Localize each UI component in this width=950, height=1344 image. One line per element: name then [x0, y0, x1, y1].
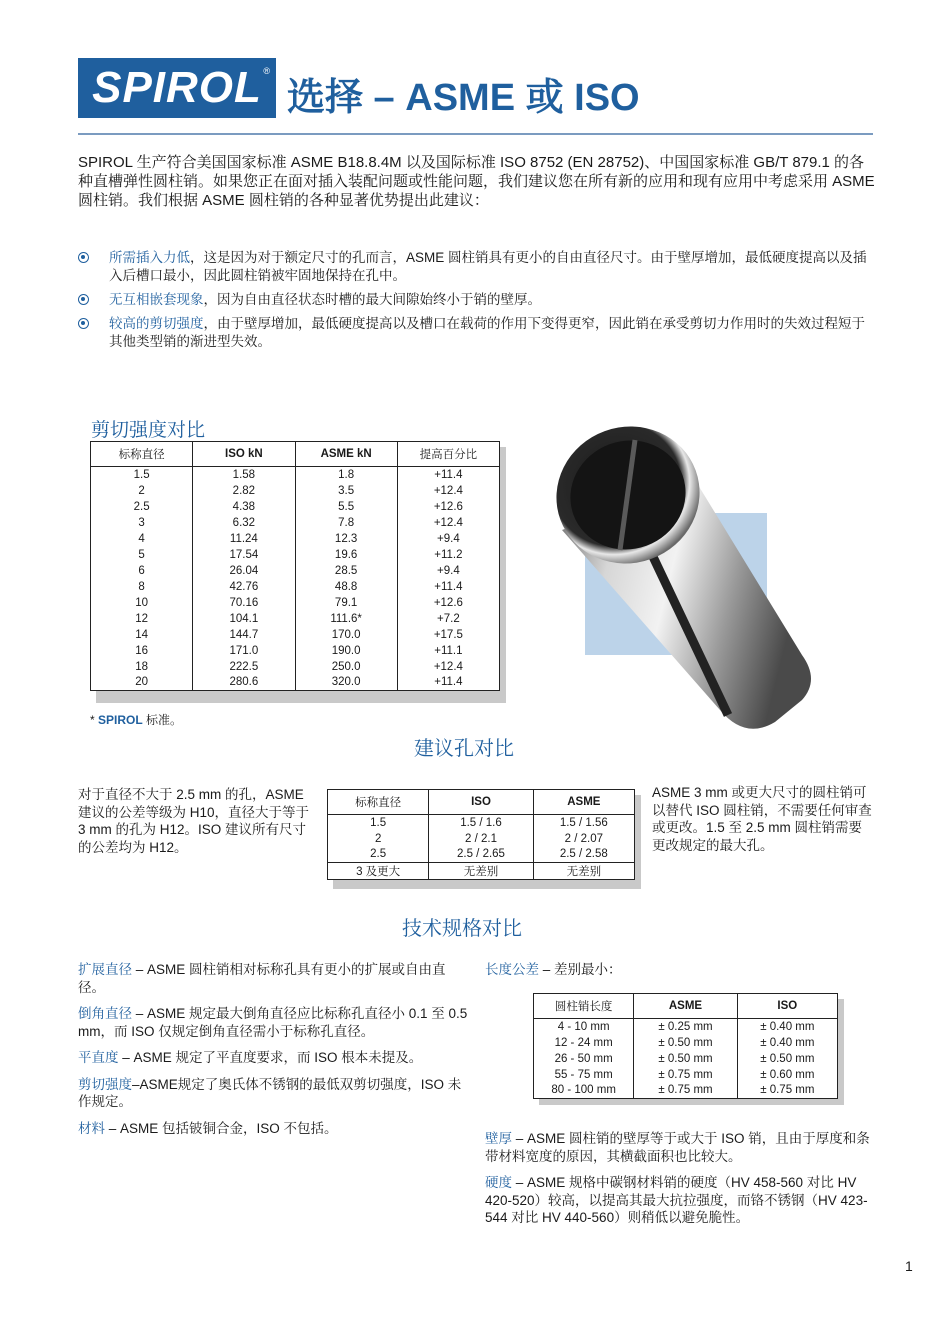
- table-cell: 1.5: [328, 815, 429, 831]
- spec-text: – ASME 规定了平直度要求，而 ISO 根本未提及。: [118, 1050, 423, 1065]
- table-cell: 28.5: [295, 563, 397, 579]
- table-cell: 1.58: [193, 467, 295, 483]
- table-row: [534, 1067, 838, 1083]
- table-cell: 3: [91, 515, 193, 531]
- table-cell: ± 0.50 mm: [634, 1035, 737, 1051]
- shear-table-body: [91, 467, 500, 691]
- table-row: [91, 643, 500, 659]
- table-cell: 170.0: [295, 627, 397, 643]
- table-cell: 12: [91, 611, 193, 627]
- spec-item: [485, 1174, 875, 1227]
- table-cell: +11.1: [397, 643, 499, 659]
- holes-right-text: ASME 3 mm 或更大尺寸的圆柱销可以替代 ISO 圆柱销，不需要任何审查或更改。1.5 至 2.5 mm 圆柱销需要更改规定的最大孔。: [652, 785, 872, 853]
- table-row: [534, 1083, 838, 1099]
- holes-table-body: [328, 815, 635, 880]
- table-cell: 8: [91, 579, 193, 595]
- table-cell: 5.5: [295, 499, 397, 515]
- table-cell: ± 0.75 mm: [634, 1083, 737, 1099]
- table-cell: +12.4: [397, 659, 499, 675]
- table-row: [91, 563, 500, 579]
- table-cell: ± 0.75 mm: [737, 1083, 837, 1099]
- spec-term: 扩展直径: [78, 962, 132, 977]
- table-cell: ± 0.50 mm: [737, 1051, 837, 1067]
- header-rule: [78, 133, 873, 135]
- spec-item: [78, 1049, 470, 1067]
- spec-text: – ASME 规定最大倒角直径应比标称孔直径小 0.1 至 0.5 mm，而 ISO 仅规定倒角直径需小于标称孔直径。: [78, 1006, 468, 1039]
- table-cell: ± 0.25 mm: [634, 1019, 737, 1035]
- column-header: 标称直径: [328, 790, 429, 815]
- table-row: [328, 847, 635, 863]
- column-header: ASME: [533, 790, 634, 815]
- spec-item: [485, 1130, 875, 1165]
- table-cell: +12.6: [397, 595, 499, 611]
- table-row: [91, 483, 500, 499]
- table-cell: 80 - 100 mm: [534, 1083, 634, 1099]
- table-cell: +12.4: [397, 515, 499, 531]
- spec-term: 硬度: [485, 1175, 512, 1190]
- table-cell: 2 / 2.1: [429, 831, 533, 847]
- holes-left-text: 对于直径不大于 2.5 mm 的孔，ASME 建议的公差等级为 H10，直径大于等于 3 mm 的孔为 H12。ISO 建议所有尺寸的公差均为 H12。: [78, 787, 310, 855]
- spec-term: 长度公差: [485, 962, 539, 977]
- column-header: 提高百分比: [397, 442, 499, 467]
- table-cell: 1.8: [295, 467, 397, 483]
- table-cell: 320.0: [295, 675, 397, 691]
- spec-term: 倒角直径: [78, 1006, 132, 1021]
- length-table-body: [534, 1019, 838, 1099]
- table-cell: 144.7: [193, 627, 295, 643]
- spec-term: 壁厚: [485, 1131, 512, 1146]
- column-header: ASME kN: [295, 442, 397, 467]
- table-cell: +12.6: [397, 499, 499, 515]
- spec-term: 材料: [78, 1120, 105, 1136]
- table-cell: 190.0: [295, 643, 397, 659]
- table-cell: 3.5: [295, 483, 397, 499]
- column-header: 圆柱销长度: [534, 994, 634, 1019]
- shear-strength-table: [90, 441, 500, 691]
- registered-mark: ®: [263, 66, 270, 76]
- table-cell: +11.4: [397, 675, 499, 691]
- spec-item: [78, 1005, 470, 1040]
- table-row: [91, 515, 500, 531]
- table-cell: 250.0: [295, 659, 397, 675]
- footnote-star: *: [90, 713, 99, 727]
- table-row: [91, 579, 500, 595]
- bullet-icon: [78, 252, 89, 263]
- table-cell: 6.32: [193, 515, 295, 531]
- table-cell: 7.8: [295, 515, 397, 531]
- table-cell: 5: [91, 547, 193, 563]
- table-cell: 2.82: [193, 483, 295, 499]
- table-cell: +11.2: [397, 547, 499, 563]
- table-cell: 14: [91, 627, 193, 643]
- spec-term: 平直度: [78, 1050, 119, 1065]
- table-cell: 171.0: [193, 643, 295, 659]
- bullet-icon: [78, 294, 89, 305]
- table-row: [91, 611, 500, 627]
- spec-text: – ASME 包括铍铜合金，ISO 不包括。: [105, 1120, 338, 1136]
- table-cell: ± 0.60 mm: [737, 1067, 837, 1083]
- table-cell: +11.4: [397, 467, 499, 483]
- table-cell: 4 - 10 mm: [534, 1019, 634, 1035]
- table-cell: 19.6: [295, 547, 397, 563]
- table-cell: 42.76: [193, 579, 295, 595]
- footnote-text: 标准。: [142, 713, 183, 727]
- spec-text: – ASME 规格中碳钢材料销的硬度（HV 458-560 对比 HV 420-520）较高，以提高其最大抗拉强度，而铬不锈钢（HV 423-544 对比 HV 440-560）则稍低以避免脆性。: [485, 1175, 868, 1225]
- table-cell: +17.5: [397, 627, 499, 643]
- table-cell: 2.5 / 2.58: [533, 847, 634, 863]
- table-cell: 17.54: [193, 547, 295, 563]
- table-cell: 2.5: [328, 847, 429, 863]
- table-cell: 79.1: [295, 595, 397, 611]
- table-cell: ± 0.50 mm: [634, 1051, 737, 1067]
- advantages-list: [78, 249, 878, 357]
- table-cell: 无差别: [533, 863, 634, 880]
- spec-text: – ASME 圆柱销相对标称孔具有更小的扩展或自由直径。: [78, 962, 446, 995]
- page-number: 1: [905, 1258, 913, 1274]
- intro-paragraph: SPIROL 生产符合美国国家标准 ASME B18.8.4M 以及国际标准 ISO 8752 (EN 28752)、中国国家标准 GB/T 879.1 的各种直槽弹性圆柱销。如果您正在面对插入装配问题或性能问题，我们建议您在所有新的应用和现有应用中考虑采用 ASME 圆柱销。我们根据 ASME 圆柱销的各种显著优势提出此建议：: [78, 154, 875, 209]
- table-row: [91, 531, 500, 547]
- table-cell: 111.6*: [295, 611, 397, 627]
- length-tolerance-intro: [485, 961, 875, 979]
- table-cell: 12.3: [295, 531, 397, 547]
- length-tolerance-table: [533, 993, 838, 1099]
- column-header: ISO: [429, 790, 533, 815]
- table-cell: 2 / 2.07: [533, 831, 634, 847]
- table-cell: +12.4: [397, 483, 499, 499]
- table-cell: 11.24: [193, 531, 295, 547]
- table-cell: 2: [91, 483, 193, 499]
- bullet-text: ，由于壁厚增加，最低硬度提高以及槽口在载荷的作用下变得更窄，因此销在承受剪切力作用时的失效过程短于其他类型销的渐进型失效。: [109, 316, 865, 349]
- column-header: 标称直径: [91, 442, 193, 467]
- table-row: [534, 1035, 838, 1051]
- table-row: [91, 627, 500, 643]
- table-cell: +11.4: [397, 579, 499, 595]
- table-cell: 1.5 / 1.56: [533, 815, 634, 831]
- table-cell: 1.5 / 1.6: [429, 815, 533, 831]
- table-row: [534, 1019, 838, 1035]
- spec-text: – 差别最小：: [539, 962, 622, 977]
- spec-item: [78, 1120, 470, 1138]
- table-cell: 55 - 75 mm: [534, 1067, 634, 1083]
- column-header: ISO: [737, 994, 837, 1019]
- table-cell: 12 - 24 mm: [534, 1035, 634, 1051]
- table-cell: 4: [91, 531, 193, 547]
- bullet-term: 所需插入力低: [109, 250, 190, 265]
- table-cell: ± 0.40 mm: [737, 1019, 837, 1035]
- table-cell: 26.04: [193, 563, 295, 579]
- table-cell: 18: [91, 659, 193, 675]
- table-cell: 3 及更大: [328, 863, 429, 880]
- table-cell: +9.4: [397, 563, 499, 579]
- list-item: [78, 291, 878, 309]
- footnote-brand: SPIROL: [98, 713, 143, 727]
- hole-comparison-table: [327, 789, 635, 880]
- table-cell: 2.5 / 2.65: [429, 847, 533, 863]
- table-row: [534, 1051, 838, 1067]
- shear-section-title: 剪切强度对比: [91, 420, 206, 441]
- table-cell: 2.5: [91, 499, 193, 515]
- table-cell: 70.16: [193, 595, 295, 611]
- spec-text: – ASME 圆柱销的壁厚等于或大于 ISO 销，且由于厚度和条带材料宽度的原因，其横截面积也比较大。: [485, 1131, 870, 1164]
- spec-term: 剪切强度: [78, 1076, 132, 1092]
- table-cell: 4.38: [193, 499, 295, 515]
- list-item: [78, 249, 878, 285]
- table-cell: 10: [91, 595, 193, 611]
- spirol-logo: [78, 58, 276, 118]
- table-row: [91, 547, 500, 563]
- table-cell: +7.2: [397, 611, 499, 627]
- column-header: ASME: [634, 994, 737, 1019]
- shear-footnote: [90, 711, 182, 728]
- bullet-term: 较高的剪切强度: [109, 316, 204, 331]
- table-cell: ± 0.75 mm: [634, 1067, 737, 1083]
- bullet-text: ，这是因为对于额定尺寸的孔而言，ASME 圆柱销具有更小的自由直径尺寸。由于壁厚增加，最低硬度提高以及插入后槽口最小，因此圆柱销被牢固地保持在孔中。: [109, 250, 867, 283]
- holes-section-title: 建议孔对比: [414, 738, 514, 760]
- table-cell: 48.8: [295, 579, 397, 595]
- page-title: 选择 – ASME 或 ISO: [287, 77, 640, 119]
- table-cell: 222.5: [193, 659, 295, 675]
- specs-right-column: [485, 1130, 875, 1236]
- specs-section-title: 技术规格对比: [402, 918, 522, 940]
- table-row: [91, 499, 500, 515]
- logo-text: SPIROL: [92, 63, 262, 112]
- spec-item: [78, 1076, 470, 1111]
- table-row: [328, 815, 635, 831]
- table-cell: 6: [91, 563, 193, 579]
- bullet-term: 无互相嵌套现象: [109, 292, 204, 307]
- spec-text: –ASME规定了奥氏体不锈钢的最低双剪切强度，ISO 未作规定。: [78, 1076, 462, 1109]
- table-row: [91, 659, 500, 675]
- table-cell: 2: [328, 831, 429, 847]
- table-cell: 280.6: [193, 675, 295, 691]
- table-row: [328, 863, 635, 880]
- column-header: ISO kN: [193, 442, 295, 467]
- table-row: [91, 675, 500, 691]
- table-cell: 1.5: [91, 467, 193, 483]
- table-cell: 26 - 50 mm: [534, 1051, 634, 1067]
- table-cell: ± 0.40 mm: [737, 1035, 837, 1051]
- bullet-icon: [78, 318, 89, 329]
- table-cell: 无差别: [429, 863, 533, 880]
- table-row: [328, 831, 635, 847]
- table-cell: 16: [91, 643, 193, 659]
- bullet-text: ，因为自由直径状态时槽的最大间隙始终小于销的壁厚。: [203, 292, 541, 307]
- table-cell: 104.1: [193, 611, 295, 627]
- specs-left-column: [78, 961, 470, 1146]
- list-item: [78, 315, 878, 351]
- coiled-spring-pin-photo: [540, 410, 840, 740]
- spec-item: [78, 961, 470, 996]
- table-row: [91, 467, 500, 483]
- table-cell: 20: [91, 675, 193, 691]
- table-row: [91, 595, 500, 611]
- table-cell: +9.4: [397, 531, 499, 547]
